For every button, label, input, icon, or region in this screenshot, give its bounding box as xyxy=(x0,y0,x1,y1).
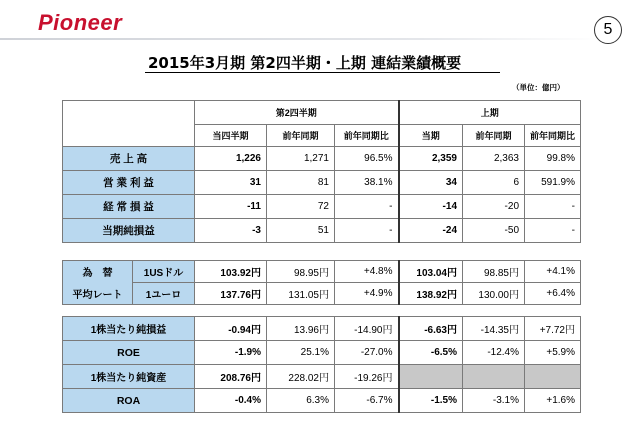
page-title: 2015年3月期 第2四半期・上期 連結業績概要 xyxy=(148,54,462,72)
row-label: 経 常 損 益 xyxy=(63,195,195,219)
empty-cell xyxy=(399,365,463,389)
table-cell: 2,359 xyxy=(399,147,463,171)
table-cell: +5.9% xyxy=(525,341,581,365)
column-header: 当期 xyxy=(399,125,463,147)
table-cell: -3.1% xyxy=(463,389,525,413)
table-cell: 25.1% xyxy=(267,341,335,365)
table-cell: -20 xyxy=(463,195,525,219)
table-cell: 6 xyxy=(463,171,525,195)
table-row xyxy=(63,219,581,243)
table-cell: 38.1% xyxy=(335,171,399,195)
table-row xyxy=(63,317,581,341)
page-number: 5 xyxy=(594,16,622,44)
fx-label-bottom: 平均レート xyxy=(63,283,133,305)
table-cell: -24 xyxy=(399,219,463,243)
row-label: ROA xyxy=(63,389,195,413)
table-row xyxy=(63,389,581,413)
table-cell: 130.00円 xyxy=(463,283,525,305)
table-cell: -27.0% xyxy=(335,341,399,365)
table-cell: -6.7% xyxy=(335,389,399,413)
table-cell: -14 xyxy=(399,195,463,219)
table-cell: -14.90円 xyxy=(335,317,399,341)
row-label: 1株当たり純損益 xyxy=(63,317,195,341)
table-cell: 51 xyxy=(267,219,335,243)
table-cell: +6.4% xyxy=(525,283,581,305)
row-label: ROE xyxy=(63,341,195,365)
table-cell: 1,271 xyxy=(267,147,335,171)
table-cell: -6.63円 xyxy=(399,317,463,341)
table-cell: 137.76円 xyxy=(195,283,267,305)
table-cell: - xyxy=(335,195,399,219)
table-cell: 81 xyxy=(267,171,335,195)
table-cell: 103.92円 xyxy=(195,261,267,283)
table-cell: 591.9% xyxy=(525,171,581,195)
table-cell: 103.04円 xyxy=(399,261,463,283)
table-cell: -50 xyxy=(463,219,525,243)
table-cell: -19.26円 xyxy=(335,365,399,389)
table-cell: 72 xyxy=(267,195,335,219)
table-cell: 138.92円 xyxy=(399,283,463,305)
row-label: 1株当たり純資産 xyxy=(63,365,195,389)
table-cell: - xyxy=(335,219,399,243)
table-cell: 131.05円 xyxy=(267,283,335,305)
table-cell: 6.3% xyxy=(267,389,335,413)
table-cell: -11 xyxy=(195,195,267,219)
group-header-q2: 第2四半期 xyxy=(195,101,399,125)
column-header: 前年同期 xyxy=(267,125,335,147)
table-cell: 98.95円 xyxy=(267,261,335,283)
table-cell: -1.9% xyxy=(195,341,267,365)
column-header: 当四半期 xyxy=(195,125,267,147)
table-cell: 208.76円 xyxy=(195,365,267,389)
fx-label-top: 為 替 xyxy=(63,261,133,283)
fx-rate-table xyxy=(62,260,581,305)
empty-cell xyxy=(463,365,525,389)
column-header: 前年同期比 xyxy=(525,125,581,147)
column-header: 前年同期比 xyxy=(335,125,399,147)
table-cell: - xyxy=(525,195,581,219)
empty-cell xyxy=(525,365,581,389)
table-cell: 34 xyxy=(399,171,463,195)
unit-note: （単位：億円） xyxy=(512,83,565,92)
row-label: 当期純損益 xyxy=(63,219,195,243)
table-row xyxy=(63,341,581,365)
slide-header xyxy=(0,0,640,44)
table-cell: +1.6% xyxy=(525,389,581,413)
table-cell: 228.02円 xyxy=(267,365,335,389)
table-row xyxy=(63,147,581,171)
table-cell: 1,226 xyxy=(195,147,267,171)
table-row xyxy=(63,365,581,389)
table-cell: -3 xyxy=(195,219,267,243)
table-row xyxy=(63,171,581,195)
table-cell: -1.5% xyxy=(399,389,463,413)
table-cell: -0.94円 xyxy=(195,317,267,341)
table-cell: -6.5% xyxy=(399,341,463,365)
table-cell: +7.72円 xyxy=(525,317,581,341)
table-cell: +4.9% xyxy=(335,283,399,305)
table-cell: 98.85円 xyxy=(463,261,525,283)
corner-cell xyxy=(63,101,195,147)
table-cell: 99.8% xyxy=(525,147,581,171)
row-label: 売 上 高 xyxy=(63,147,195,171)
table-row xyxy=(63,261,581,283)
table-cell: -0.4% xyxy=(195,389,267,413)
group-header-h1: 上期 xyxy=(399,101,581,125)
table-cell: 31 xyxy=(195,171,267,195)
table-row xyxy=(63,195,581,219)
row-label: 営 業 利 益 xyxy=(63,171,195,195)
results-table xyxy=(62,100,581,243)
table-cell: -14.35円 xyxy=(463,317,525,341)
table-cell: -12.4% xyxy=(463,341,525,365)
title-underline xyxy=(145,72,500,73)
table-cell: 96.5% xyxy=(335,147,399,171)
table-row xyxy=(63,283,581,305)
currency-label: 1USドル xyxy=(133,261,195,283)
table-cell: - xyxy=(525,219,581,243)
table-cell: +4.8% xyxy=(335,261,399,283)
column-header: 前年同期 xyxy=(463,125,525,147)
pioneer-logo: Pioneer xyxy=(38,10,123,35)
table-cell: +4.1% xyxy=(525,261,581,283)
per-share-table xyxy=(62,316,581,413)
table-cell: 13.96円 xyxy=(267,317,335,341)
header-divider xyxy=(0,38,600,40)
currency-label: 1ユーロ xyxy=(133,283,195,305)
table-cell: 2,363 xyxy=(463,147,525,171)
